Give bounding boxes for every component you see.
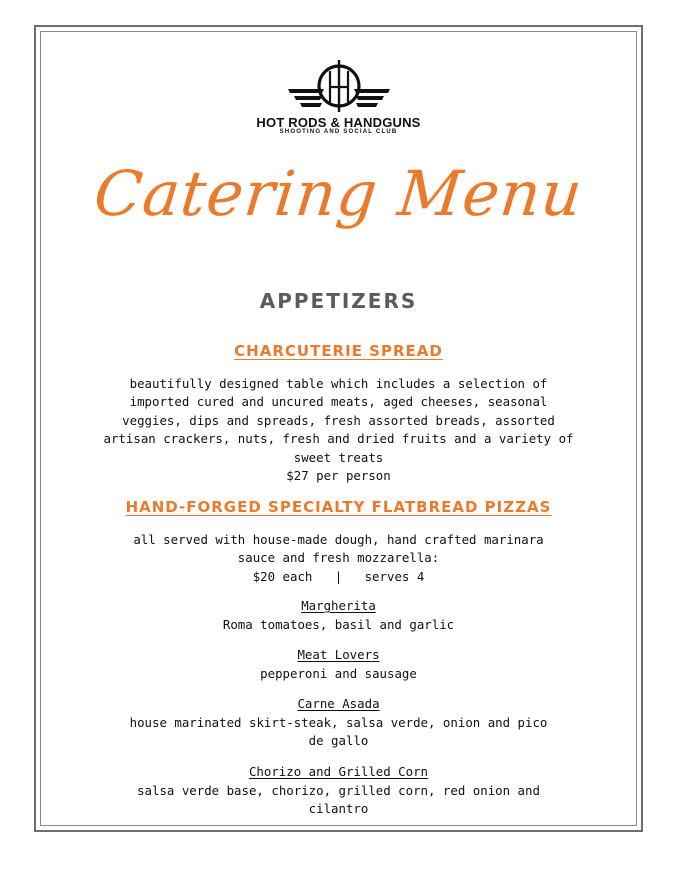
flatbread-item-name: Chorizo and Grilled Corn xyxy=(248,764,429,779)
flatbread-item-description: salsa verde base, chorizo, grilled corn, red onion and cilantro xyxy=(137,783,540,817)
brand-name: HOT RODS & HANDGUNS xyxy=(256,115,421,130)
flatbread-item-description: Roma tomatoes, basil and garlic xyxy=(222,617,455,632)
charcuterie-price: $27 per person xyxy=(286,468,391,483)
flatbread-heading: HAND-FORGED SPECIALTY FLATBREAD PIZZAS xyxy=(125,498,552,516)
crosshair-logo-icon xyxy=(286,59,392,117)
menu-page xyxy=(40,31,637,826)
flatbread-intro: all served with house-made dough, hand crafted marinara sauce and fresh mozzarella: xyxy=(133,532,544,566)
brand-tagline: SHOOTING AND SOCIAL CLUB xyxy=(279,129,398,135)
section-heading-appetizers: APPETIZERS xyxy=(259,289,418,313)
flatbread-item-name: Margherita xyxy=(301,598,376,613)
flatbread-item-description: pepperoni and sausage xyxy=(260,666,417,681)
charcuterie-heading: CHARCUTERIE SPREAD xyxy=(234,342,443,360)
brand-logo xyxy=(40,59,637,135)
flatbread-price: $20 each | serves 4 xyxy=(252,569,425,584)
flatbread-item-name: Carne Asada xyxy=(297,696,380,711)
page-title: Catering Menu xyxy=(90,157,587,230)
flatbread-item-description: house marinated skirt-steak, salsa verde, onion and pico de gallo xyxy=(129,715,548,749)
flatbread-item-name: Meat Lovers xyxy=(297,647,380,662)
charcuterie-description: beautifully designed table which includes a selection of imported cured and uncured meats, aged cheeses, seasonal veggies, dips and spreads, fresh assorted breads, assorted artisan crackers, nuts, fresh and dried fruits and a variety of sweet treats xyxy=(103,376,574,465)
